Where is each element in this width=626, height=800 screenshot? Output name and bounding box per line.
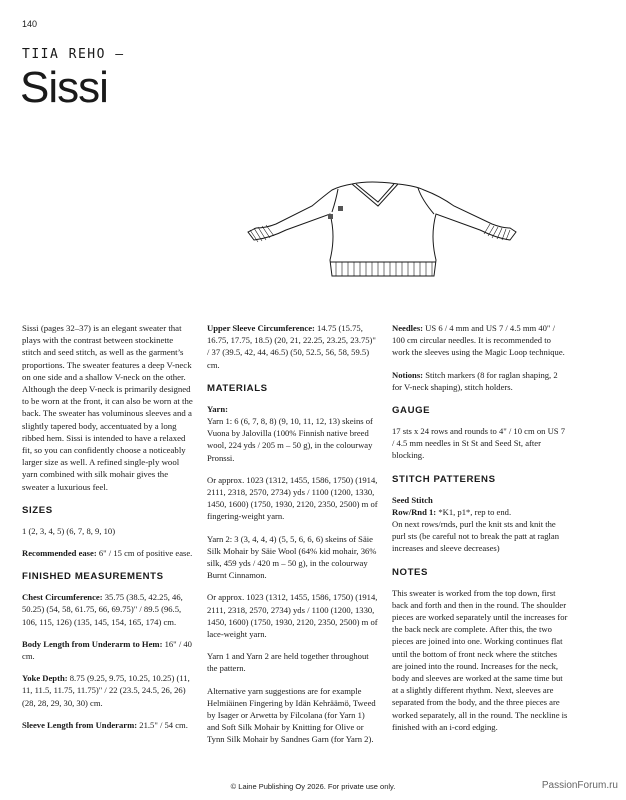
alternative-yarns: Alternative yarn suggestions are for example Helmiäinen Fingering by Idän Kehräämö, Tweed by Isager or Arwetta by Filcolana (for Yarn 1) and Soft Silk Mohair by Knitting for Olive or Tynn Silk Mohair by Sandnes Garn (for Yarn 2). bbox=[207, 685, 376, 745]
upper-sleeve-value: 14.75 (15.75, 16.75, 17.75, 18.5) (20, 21, 22.25, 23.25, 23.75)" / 37 (39.5, 42, 44, 46.5) (50, 52.5, 56, 58, 59.5) cm. bbox=[207, 323, 376, 370]
yarn-1-alternative: Or approx. 1023 (1312, 1455, 1586, 1750) (1914, 2111, 2318, 2570, 2734) yds / 1100 (1200, 1330, 1450, 1600) (1750, 1930, 2120, 2350, 2500) m of fingering-weight yarn. bbox=[207, 474, 378, 522]
yoke-label: Yoke Depth: bbox=[22, 673, 68, 684]
body-label: Body Length from Underarm to Hem: bbox=[22, 638, 163, 649]
yarn-label: Yarn: bbox=[207, 403, 229, 414]
column-middle bbox=[207, 322, 379, 756]
page-number: 140 bbox=[22, 19, 38, 29]
column-right bbox=[392, 322, 568, 743]
column-left bbox=[22, 322, 194, 741]
gauge-text: 17 sts x 24 rows and rounds to 4" / 10 cm on US 7 / 4.5 mm needles in St St and Seed St, after blocking. bbox=[392, 426, 565, 461]
sleeve-length bbox=[22, 719, 194, 731]
yarn-2: Yarn 2: 3 (3, 4, 4, 4) (5, 5, 6, 6, 6) skeins of Säie Silk Mohair by Säie Wool (64% kid mohair, 36% silk, 459 yds / 420 m – 50 g), in the colourway Burnt Cinnamon. bbox=[207, 533, 377, 581]
ease-value: 6" / 15 cm of positive ease. bbox=[96, 548, 193, 559]
upper-sleeve-label: Upper Sleeve Circumference: bbox=[207, 323, 315, 333]
sweater-illustration bbox=[240, 176, 522, 286]
sizes-list: 1 (2, 3, 4, 5) (6, 7, 8, 9, 10) bbox=[22, 525, 116, 536]
sleeve-value: 21.5" / 54 cm. bbox=[137, 719, 188, 730]
body-value: 16" / 40 cm. bbox=[22, 638, 192, 662]
upper-sleeve-circumference bbox=[207, 322, 379, 371]
notions-value: Stitch markers (8 for raglan shaping, 2 for V-neck shaping), stitch holders. bbox=[392, 369, 558, 392]
row-1-value: *K1, p1*, rep to end. bbox=[436, 506, 512, 517]
notes-heading: NOTES bbox=[392, 566, 429, 578]
yarn-1: Yarn 1: 6 (6, 7, 8, 8) (9, 10, 11, 12, 13) skeins of Vuona by Jalovilla (100% Finnish native breed wool, 224 yds / 205 m – 50 g), in the colourway Pronssi. bbox=[207, 416, 373, 463]
intro-text: Sissi (pages 32–37) is an elegant sweater that plays with the contrast between stockinette stitch and seed stitch, as well as the garment’s proportions. The sweater features a deep V-neck on one side and a shallow V-neck on the other. Although the deep V-neck is primarily designed to be worn at the front, it can also be worn at the back. The sweater has voluminous sleeves and a slightly tapered body, accentuated by a long ribbed hem. Sissi is intended to have a relaxed fit, so you can confidently choose a noticeably larger size as well. A refined single-ply wool yarn combined with silk mohair gives the sweater a luxurious feel. bbox=[22, 323, 193, 492]
chest-circumference bbox=[22, 591, 194, 628]
seed-stitch-label: Seed Stitch bbox=[392, 494, 433, 505]
gauge-heading: GAUGE bbox=[392, 405, 431, 417]
notions-label: Notions: bbox=[392, 369, 424, 380]
ease-label: Recommended ease: bbox=[22, 548, 97, 559]
next-rows: On next rows/rnds, purl the knit sts and knit the purl sts (be careful not to break the patt at raglan increases and sleeve decreases) bbox=[392, 519, 560, 554]
notions bbox=[392, 369, 568, 393]
stitch-patterns-heading: STITCH PATTERENS bbox=[392, 473, 496, 485]
needles-value: US 6 / 4 mm and US 7 / 4.5 mm 40" / 100 cm circular needles. It is recommended to work the sleeves using the Magic Loop technique. bbox=[392, 323, 565, 358]
chest-label: Chest Circumference: bbox=[22, 592, 103, 603]
notes-text: This sweater is worked from the top down, first back and forth and then in the round. The shoulder pieces are worked separately until the increases for the back neck are complete. After this, the two pieces are joined into one. Working continues flat until the bottom of front neck where the stitches are joined into the round. Increases for the neck, body and sleeves are worked at the same time but at a slightly different rhythm. Next, sleeves are separated from the body, and the three pieces are worked separately, all in the round. The neckline is finished with an i-cord edging. bbox=[392, 587, 568, 732]
body-length bbox=[22, 638, 194, 662]
needles-label: Needles: bbox=[392, 323, 424, 333]
recommended-ease bbox=[22, 547, 194, 559]
sleeve-label: Sleeve Length from Underarm: bbox=[22, 719, 138, 730]
needles bbox=[392, 322, 568, 359]
materials-heading: MATERIALS bbox=[207, 382, 268, 394]
row-1 bbox=[392, 506, 568, 518]
yoke-value: 8.75 (9.25, 9.75, 10.25, 10.25) (11, 11, 11.5, 11.75, 11.75)" / 22 (23.5, 24.5, 26, 26) (28, 28, 29, 30, 30) cm. bbox=[22, 673, 190, 708]
finished-measurements-heading: FINISHED MEASUREMENTS bbox=[22, 571, 164, 583]
chest-value: 35.75 (38.5, 42.25, 46, 50.25) (54, 58, 61.75, 66, 69.75)" / 89.5 (96.5, 106, 115, 126) (135, 145, 154, 165, 174) cm. bbox=[22, 592, 183, 627]
row-1-label: Row/Rnd 1: bbox=[392, 506, 437, 517]
watermark: PassionForum.ru bbox=[541, 780, 618, 791]
yarn-held-together: Yarn 1 and Yarn 2 are held together throughout the pattern. bbox=[207, 651, 369, 674]
copyright-footer: © Laine Publishing Oy 2026. For private use only. bbox=[230, 782, 396, 791]
yoke-depth bbox=[22, 672, 194, 709]
pattern-title: Sissi bbox=[20, 63, 108, 112]
yarn-2-alternative: Or approx. 1023 (1312, 1455, 1586, 1750) (1914, 2111, 2318, 2570, 2734) yds / 1100 (1200, 1330, 1450, 1600) (1750, 1930, 2120, 2350, 2500) m of lace-weight yarn. bbox=[207, 592, 378, 640]
sizes-heading: SIZES bbox=[22, 504, 53, 516]
designer-name: TIIA REHO — bbox=[22, 47, 125, 62]
